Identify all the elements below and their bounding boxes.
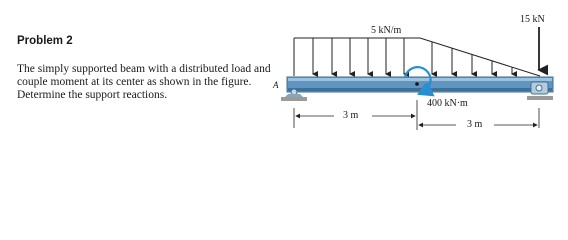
load-profile-line <box>294 38 540 76</box>
problem-title: Problem 2 <box>17 35 73 47</box>
dimension-lines <box>294 100 539 130</box>
support-a-label: A <box>273 80 279 90</box>
load-intensity-label: 5 kN/m <box>371 25 402 36</box>
ground-hatch-b <box>527 96 553 100</box>
span-left-label: 3 m <box>343 110 359 121</box>
roller-pin-icon <box>536 85 542 91</box>
ground-hatch-a <box>281 97 307 101</box>
beam <box>287 77 553 92</box>
problem-statement: The simply supported beam with a distributed load and couple moment at its center as shown in the figure. Determine the support reactions. <box>17 63 271 101</box>
span-right-label: 3 m <box>467 119 483 130</box>
beam-highlight <box>288 78 552 81</box>
couple-moment-label: 400 kN·m <box>427 98 468 109</box>
pin-support-base <box>285 94 303 97</box>
beam-center-point <box>415 82 419 86</box>
distributed-load <box>294 38 540 76</box>
point-load-label: 15 kN <box>520 14 545 25</box>
beam-shadow <box>288 88 552 91</box>
